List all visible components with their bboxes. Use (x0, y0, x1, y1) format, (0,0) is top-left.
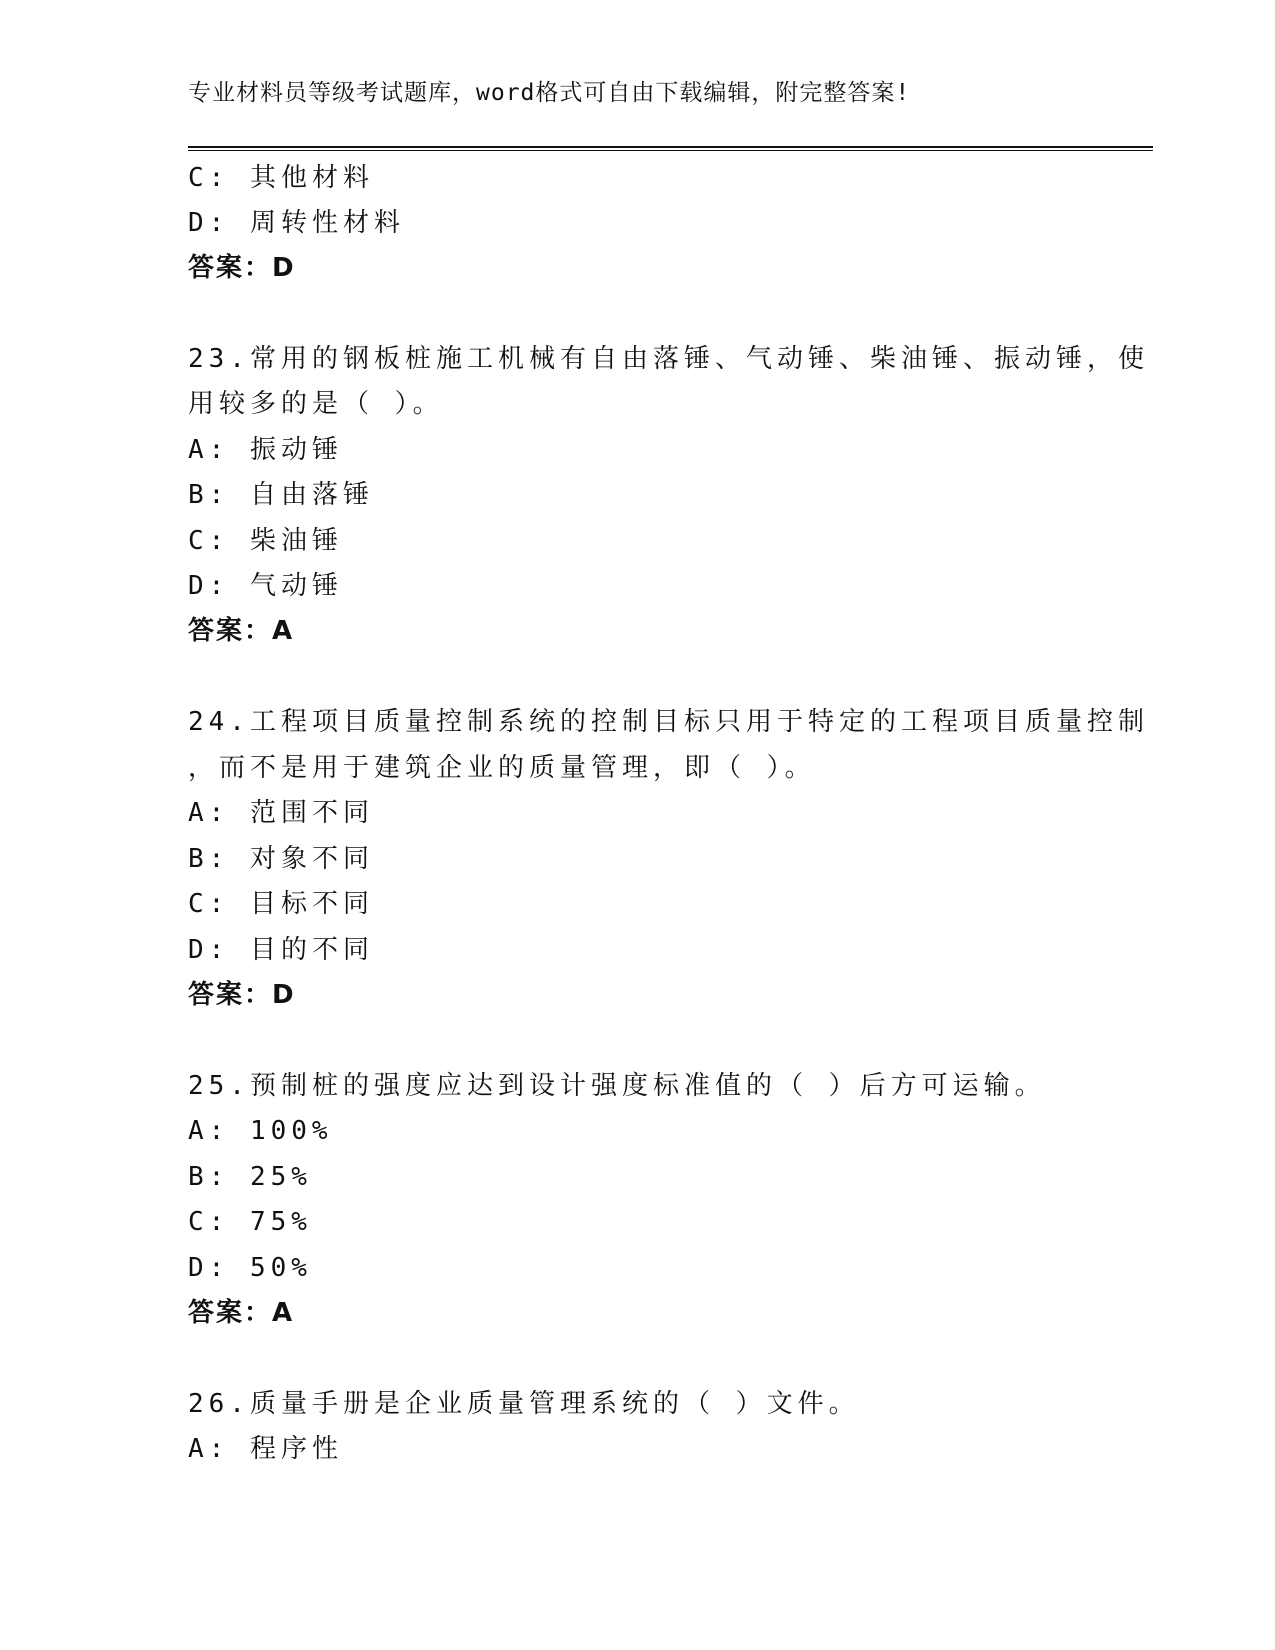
option-b: B: 25% (188, 1162, 312, 1192)
option-b: B: 对象不同 (188, 844, 374, 874)
question-25-stem: 25.预制桩的强度应达到设计强度标准值的（ ）后方可运输。 (188, 1071, 1046, 1101)
answer: 答案：D (188, 253, 296, 283)
question-26-stem: 26.质量手册是企业质量管理系统的（ ）文件。 (188, 1389, 860, 1419)
question-24-stem: 24.工程项目质量控制系统的控制目标只用于特定的工程项目质量控制 (188, 707, 1149, 737)
option-a: A: 100% (188, 1116, 333, 1146)
question-23-stem-cont: 用较多的是（ ）。 (188, 389, 444, 419)
answer: 答案：D (188, 980, 296, 1010)
option-d: D: 周转性材料 (188, 208, 405, 238)
answer: 答案：A (188, 1298, 295, 1328)
option-d: D: 气动锤 (188, 571, 343, 601)
option-c: C: 目标不同 (188, 889, 374, 919)
question-23-stem: 23.常用的钢板桩施工机械有自由落锤、气动锤、柴油锤、振动锤，使 (188, 344, 1149, 374)
option-d: D: 目的不同 (188, 935, 374, 965)
option-a: A: 振动锤 (188, 435, 343, 465)
option-b: B: 自由落锤 (188, 480, 374, 510)
option-c: C: 柴油锤 (188, 526, 343, 556)
option-c: C: 其他材料 (188, 163, 374, 193)
header-divider (188, 146, 1153, 151)
page-header: 专业材料员等级考试题库，word格式可自由下载编辑，附完整答案! (188, 80, 911, 106)
option-a: A: 程序性 (188, 1434, 343, 1464)
option-a: A: 范围不同 (188, 798, 374, 828)
question-24-stem-cont: ，而不是用于建筑企业的质量管理，即（ ）。 (188, 753, 816, 783)
option-c: C: 75% (188, 1207, 312, 1237)
answer: 答案：A (188, 616, 295, 646)
option-d: D: 50% (188, 1253, 312, 1283)
